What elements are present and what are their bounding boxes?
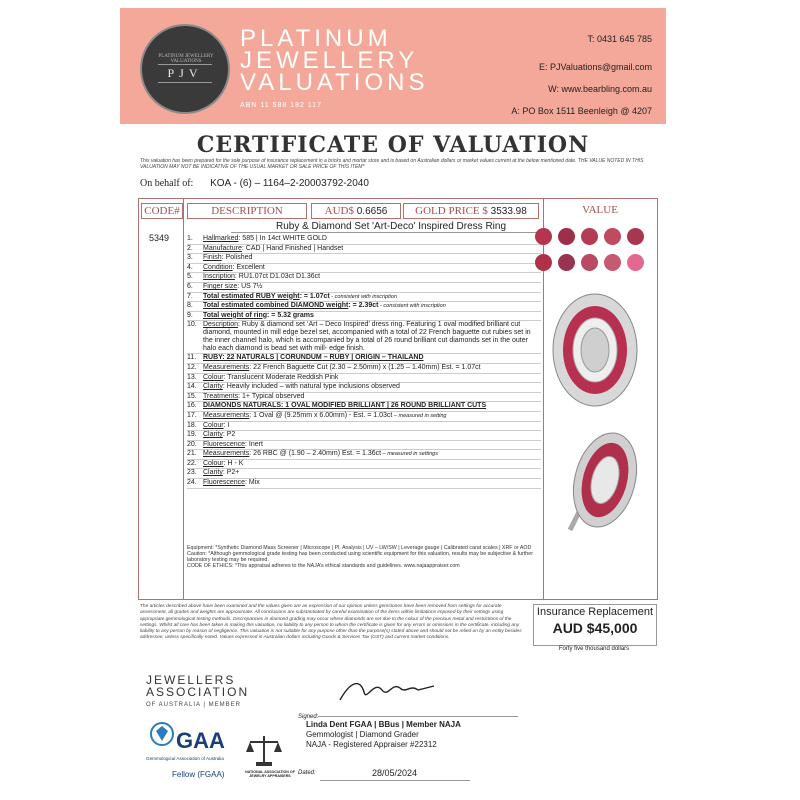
ja-member-text: OF AUSTRALIA | MEMBER: [146, 702, 241, 708]
detail-row-text: Fluorescence: Inert: [203, 440, 263, 448]
detail-row-number: 22.: [187, 459, 197, 467]
item-title: Ruby & Diamond Set 'Art-Deco' Inspired Dress Ring: [231, 221, 551, 233]
detail-row-text: Clarity: P2: [203, 431, 236, 439]
detail-row: [187, 393, 541, 403]
detail-row-number: 17.: [187, 411, 197, 419]
naja-text: NATIONAL ASSOCIATION OF JEWELRY APPRAISERS: [245, 770, 295, 778]
detail-row: [187, 245, 541, 255]
ruby-swatch: [535, 228, 552, 245]
ruby-swatch: [581, 228, 598, 245]
detail-row-text: RUBY: 22 NATURALS | CORUNDUM – RUBY | ORIGIN – THAILAND: [203, 354, 424, 362]
detail-row-number: 13.: [187, 373, 197, 381]
abn-number: ABN 11 588 182 117: [240, 102, 322, 109]
phone-text: T: 0431 645 785: [587, 34, 652, 44]
value-header: VALUE: [582, 204, 618, 216]
detail-row-number: 2.: [187, 244, 193, 252]
detail-row-number: 19.: [187, 431, 197, 439]
detail-row-number: 8.: [187, 302, 193, 310]
detail-row-number: 18.: [187, 421, 197, 429]
ruby-swatch: [558, 228, 575, 245]
detail-row-text: Measurements: 1 Oval @ (9.25mm x 6.00mm) - Est. = 1.03ct – measured in setting: [203, 411, 447, 419]
detail-row-text: Total estimated combined DIAMOND weight: = 2.39ct - consistent with inscription: [203, 302, 446, 310]
detail-row-text: Description: Ruby & diamond set ‘Art – Deco Inspired’ dress ring. Featuring 1 oval modified brilliant cut diamond, mounted in mill edge bezel set, accompanied with a total of 22 French baguette cut rubies set in the inner channel halo, which is accompanied by a total of 26 round brilliant cut diamonds set in the outer halo each diamond is bead set with mill- edge finish.: [203, 321, 531, 353]
detail-row: [187, 302, 541, 312]
detail-row-number: 6.: [187, 282, 193, 290]
detail-row: [187, 374, 541, 384]
signer-name: Linda Dent FGAA | BBus | Member NAJA: [306, 720, 461, 729]
letterhead: [120, 8, 666, 124]
detail-row: [187, 312, 541, 322]
detail-row: [187, 402, 541, 412]
detail-row-text: Treatments: 1+ Typical observed: [203, 392, 305, 400]
behalf-line: [140, 178, 369, 189]
address-text: A: PO Box 1511 Beenleigh @ 4207: [511, 106, 652, 116]
detail-row-number: 10.: [187, 321, 197, 329]
code-header: CODE#: [141, 203, 183, 219]
pjv-logo: [140, 24, 230, 114]
detail-row-text: Finish: Polished: [203, 254, 253, 262]
detail-row: [187, 264, 541, 274]
ruby-swatch: [581, 254, 598, 271]
detail-row: [187, 431, 541, 441]
brand-name: PLATINUM JEWELLERY VALUATIONS: [240, 25, 429, 96]
detail-row-text: Finger size: US 7½: [203, 282, 263, 290]
detail-row-number: 15.: [187, 392, 197, 400]
detail-row-number: 5.: [187, 273, 193, 281]
ruby-swatch: [627, 228, 644, 245]
detail-row-number: 21.: [187, 450, 197, 458]
certificate-date: 28/05/2024: [372, 768, 418, 778]
detail-row-number: 9.: [187, 311, 193, 319]
detail-row-number: 3.: [187, 254, 193, 262]
ruby-swatches: [532, 226, 654, 278]
gaa-diamond-icon: [150, 722, 174, 746]
detail-row: [187, 254, 541, 264]
detail-row-text: Colour: H - K: [203, 459, 244, 467]
dated-label: Dated:: [298, 770, 316, 776]
logo-top-text: PLATINUM JEWELLERY VALUATIONS: [158, 54, 214, 64]
ruby-swatch: [627, 254, 644, 271]
detail-row-text: Measurements: 26 RBC @ (1.90 – 2.40mm) Est. = 1.36ct – measured in settings: [203, 450, 438, 458]
logo-text: PJV: [167, 66, 203, 80]
detail-row-text: Condition: Excellent: [203, 263, 265, 271]
ruby-swatch: [604, 254, 621, 271]
detail-row: [187, 441, 541, 451]
ring-top-view-image: [550, 290, 640, 410]
signer-registration: NAJA - Registered Appraiser #22312: [306, 740, 437, 749]
detail-row-text: Colour: I: [203, 421, 230, 429]
detail-row-number: 14.: [187, 383, 197, 391]
detail-row: [187, 450, 541, 460]
detail-row: [187, 354, 541, 364]
item-notes: Equipment: *Synthetic Diamond Mass Screener | Microscope | Pl. Analysis | UV – LW/SW | Leverage gauge | Calibrated carat scales | XRF or AOD Caution: *Although gemmological grade testing has been conducted using scientific equipment for this valuation, results may be subjective & further laboratory testing may be required. CODE OF ETHICS: *This appraisal adheres to the NAJA’s ethical standards and guidelines. www.najaappraiser.com: [187, 545, 533, 569]
item-details: [187, 235, 541, 489]
detail-row-number: 1.: [187, 235, 193, 242]
ruby-swatch: [604, 228, 621, 245]
detail-row: [187, 383, 541, 393]
naja-scales-icon: [244, 732, 284, 768]
detail-row: [187, 283, 541, 293]
ruby-swatch: [535, 254, 552, 271]
detail-row: [187, 469, 541, 479]
detail-row-number: 12.: [187, 363, 197, 371]
email-text[interactable]: E: PJValuations@gmail.com: [538, 62, 652, 72]
detail-row-text: Measurements: 22 French Baguette Cut (2.30 – 2.50mm) x (1.25 – 1.40mm) Est. = 1.07ct: [203, 363, 481, 371]
detail-row-number: 24.: [187, 479, 197, 487]
detail-row: [187, 460, 541, 470]
detail-row-number: 16.: [187, 402, 197, 410]
detail-row-text: Hallmarked: 585 | In 14ct WHITE GOLD: [203, 235, 327, 242]
insurance-box: [533, 604, 657, 646]
ring-side-view-image: [550, 420, 640, 550]
detail-row: [187, 273, 541, 283]
detail-row-number: 20.: [187, 440, 197, 448]
detail-row-text: Clarity: Heavily included – with natural type inclusions observed: [203, 383, 400, 391]
detail-row-number: 23.: [187, 469, 197, 477]
insurance-label: Insurance Replacement: [536, 606, 654, 618]
signed-label: Signed:: [298, 714, 319, 720]
description-header: DESCRIPTION: [187, 203, 307, 219]
certificate-title: CERTIFICATE OF VALUATION: [196, 132, 590, 158]
detail-row: [187, 293, 541, 303]
detail-row-number: 7.: [187, 292, 193, 300]
detail-row: [187, 364, 541, 374]
detail-row-text: Colour: Translucent Moderate Reddish Pink: [203, 373, 339, 381]
detail-row-text: Manufacture: CAD | Hand Finished | Handset: [203, 244, 344, 252]
detail-row-text: Total estimated RUBY weight: = 1.07ct - consistent with inscription: [203, 292, 398, 300]
jewellers-association-logo: JEWELLERS ASSOCIATION: [146, 673, 250, 699]
behalf-label: On behalf of:: [140, 178, 194, 189]
detail-row: [187, 321, 541, 354]
detail-row-text: Total weight of ring: = 5.32 grams: [203, 311, 314, 319]
intro-paragraph: This valuation has been prepared for the sole purpose of insurance replacement in a bricks and mortar store and is based on Australian dollars or market values current at the below mentioned date. THE VALUE NOTED IN THIS VALUATION MAY NOT BE INDICATIVE OF THE USUAL MARKET OR SALE PRICE OF THIS ITEM*: [140, 158, 644, 170]
detail-row: [187, 412, 541, 422]
detail-row: [187, 422, 541, 432]
signature-image: [330, 672, 440, 708]
detail-row-text: Inscription: RU1.07ct D1.03ct D1.36ct: [203, 273, 321, 281]
detail-row-text: DIAMONDS NATURALS: 1 OVAL MODIFIED BRILLIANT | 26 ROUND BRILLIANT CUTS: [203, 402, 487, 410]
insurance-value: AUD $45,000: [552, 620, 638, 636]
gaa-subtitle: Gemmological Association of Australia: [146, 756, 224, 761]
behalf-value: KOA - (6) – 1164–2-20003792-2040: [210, 178, 369, 189]
detail-row-number: 4.: [187, 263, 193, 271]
aud-header: AUD$ 0.6656: [311, 203, 401, 219]
detail-row-text: Clarity: P2+: [203, 469, 240, 477]
item-code: 5349: [149, 233, 170, 243]
website-text[interactable]: W: www.bearbling.com.au: [548, 84, 652, 94]
signer-title: Gemmologist | Diamond Grader: [306, 730, 419, 739]
gold-price-header: GOLD PRICE $ 3533.98: [403, 203, 539, 219]
detail-row-text: Fluorescence: Mix: [203, 479, 260, 487]
fellow-text: Fellow (FGAA): [172, 770, 225, 779]
ruby-swatch: [558, 254, 575, 271]
insurance-words: Forty five thousand dollars: [558, 646, 630, 652]
detail-row: [187, 479, 541, 489]
disclaimer-text: The articles described above have been examined and the values given are an expression of our opinion unless gemstones have been removed from settings for accurate assessment, all grades and weights are approximate. All conclusions are substantiated by careful examination of the items within limitations imposed by their settings using appropriate gemmological testing methods. Discrepancies in diamond grading may occur where diamonds are set due to the colour of the precious metal and restrictions of the settings. Whilst all care has been taken in making this valuation, no liability to any person to whom the certificate is given for any errors or omissions in the certificate, including any liability to any person by reason of negligence. This valuation is not suitable for any purpose other than the purpose(s) stated above and should not be relied on by an entity besides addressee, unless specifically noted. Values expressed in Australian dollars including Goods & Services Tax (GST) and current market conditions.: [140, 604, 522, 641]
detail-row: [187, 235, 541, 245]
detail-row-number: 11.: [187, 354, 197, 362]
signer-details: [306, 720, 461, 750]
gaa-logo-text: GAA: [176, 728, 225, 753]
